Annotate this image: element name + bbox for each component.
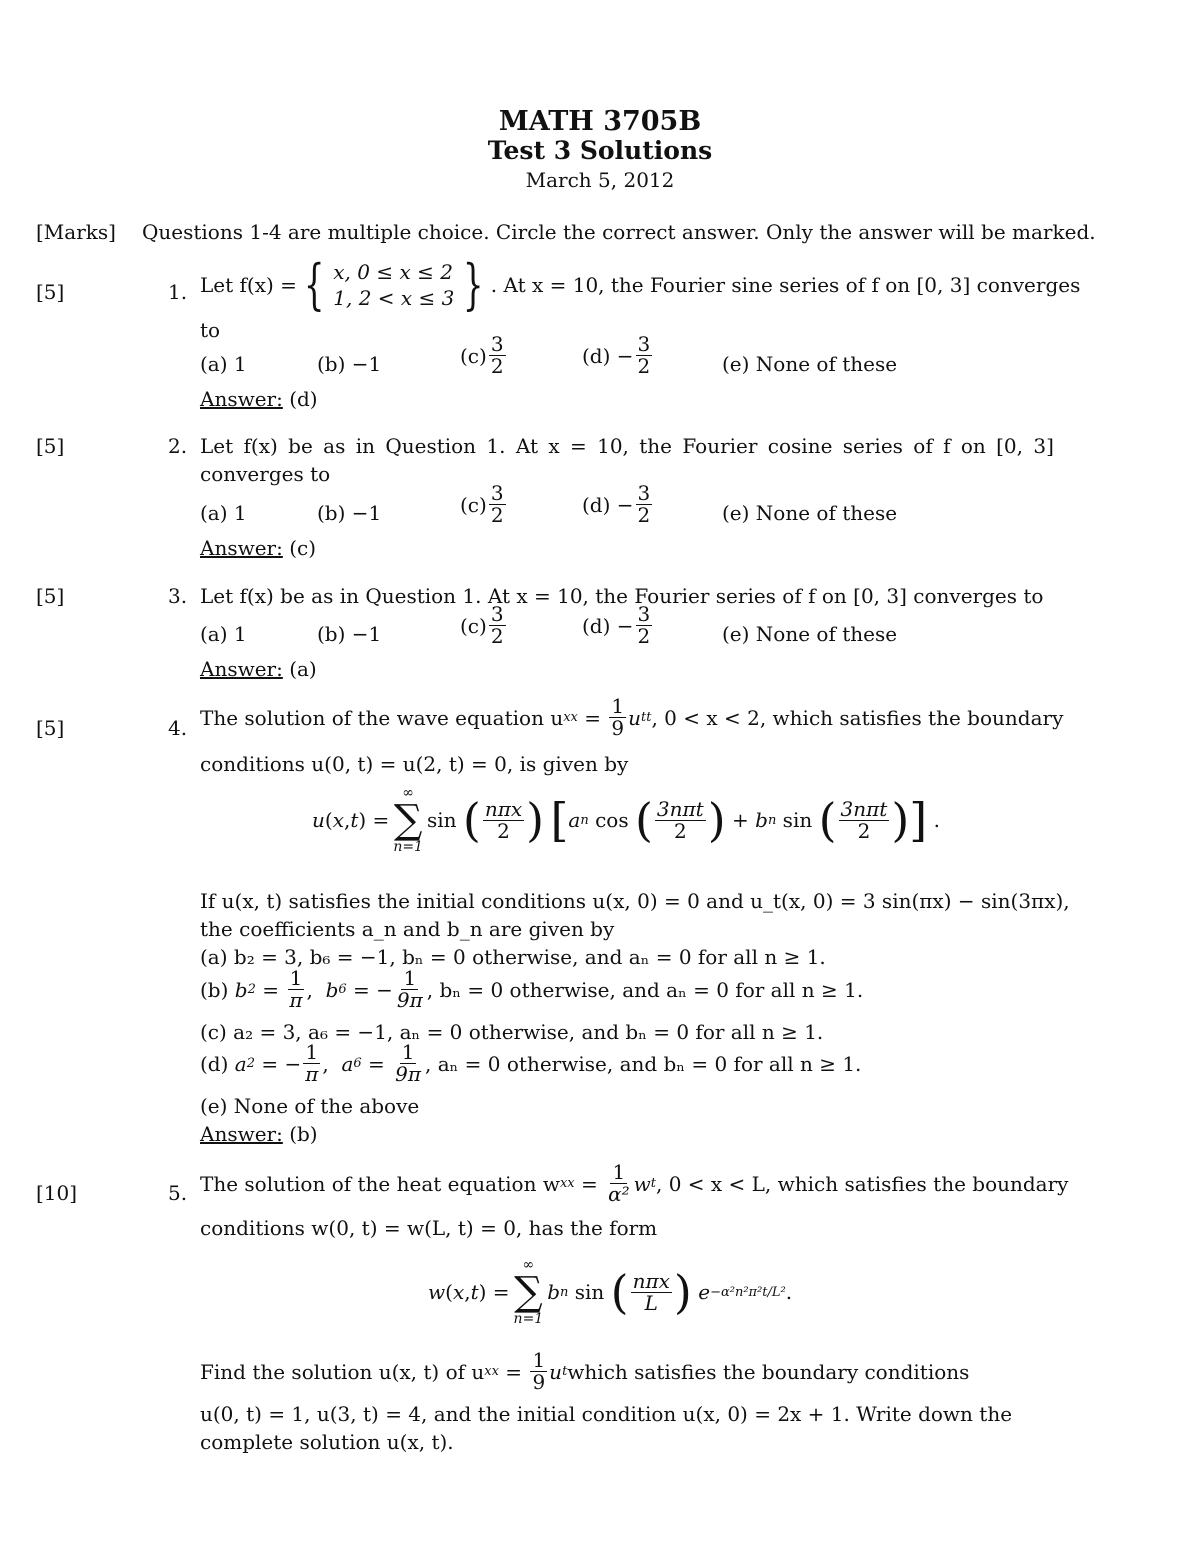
q2-option-c: (c) $\frac{3}{2}$ (460, 481, 504, 527)
q3-text: Let f(x) be as in Question 1. At x = 10, the Fourier series of f on [0, 3] converges to (200, 584, 1044, 608)
q4-choice-d: (d) a 2 = − $\frac{1}{\pi}$ , a 6 = $\frac{1}{9\pi}$ , aₙ = 0 otherwise, and bₙ = 0 for all n ≥ 1. (200, 1040, 862, 1086)
q4-choice-c: (c) a₂ = 3, a₆ = −1, aₙ = 0 otherwise, and bₙ = 0 for all n ≥ 1. (200, 1020, 824, 1044)
q5-statement: The solution of the heat equation w xx = $\frac{1}{\text{α²}}$ w t , 0 < x < L, which satisfies the boundary (200, 1160, 1069, 1206)
q1-piece-1: x, 0 ≤ x ≤ 2 (333, 260, 453, 284)
q5-find-line3: complete solution u(x, t). (200, 1430, 454, 1454)
q3-option-b: (b) −1 (317, 622, 382, 646)
q1-number: 1. (168, 280, 188, 304)
q5-find-line2: u(0, t) = 1, u(3, t) = 4, and the initial condition u(x, 0) = 2x + 1. Write down the (200, 1402, 1013, 1426)
q3-option-c: (c) $\frac{3}{2}$ (460, 602, 504, 648)
q1-options (200, 334, 920, 390)
q3-answer: Answer: (a) (200, 657, 317, 681)
q3-number: 3. (168, 584, 188, 608)
q3-option-a: (a) 1 (200, 622, 247, 646)
q2-options (200, 483, 920, 539)
q2-text-cont: converges to (200, 462, 331, 486)
q4-answer: Answer: (b) (200, 1122, 318, 1146)
q2-text: Let f(x) be as in Question 1. At x = 10, the Fourier cosine series of f on [0, 3] (200, 434, 1054, 458)
q3-option-e: (e) None of these (722, 622, 898, 646)
q1-piecewise (333, 259, 454, 311)
q1-text-after: . At x = 10, the Fourier sine series of f on [0, 3] converges (490, 273, 1081, 297)
q1-option-e: (e) None of these (722, 352, 898, 376)
q4-choice-b: (b) b 2 = $\frac{1}{\pi}$ , b 6 = − $\frac{1}{9\pi}$ , bₙ = 0 otherwise, and aₙ = 0 for all n ≥ 1. (200, 966, 864, 1012)
q4-choice-e: (e) None of the above (200, 1094, 420, 1118)
q4-marks: [5] (36, 716, 65, 740)
q1-answer: Answer: (d) (200, 387, 318, 411)
q4-number: 4. (168, 716, 188, 740)
q5-heat-solution: w ( x , t ) = ∞ ∑ n=1 b n sin ( $\frac{\text{nπx}}{L}$ ) e −α²n²π²t/L² . (428, 1257, 793, 1327)
q4-choice-a: (a) b₂ = 3, b₆ = −1, bₙ = 0 otherwise, and aₙ = 0 for all n ≥ 1. (200, 945, 826, 969)
course-title: MATH 3705B (498, 106, 702, 137)
q1-option-d: (d) − $\frac{3}{2}$ (582, 332, 651, 378)
q1-option-c: (c) $\frac{3}{2}$ (460, 332, 504, 378)
q1-marks: [5] (36, 280, 65, 304)
q1-intro: Let f(x) = (200, 273, 297, 297)
q4-ic-line2: the coefficients a_n and b_n are given by (200, 917, 615, 941)
q2-option-a: (a) 1 (200, 501, 247, 525)
q2-option-b: (b) −1 (317, 501, 382, 525)
q4-statement: The solution of the wave equation u xx = $\frac{1}{9}$ u tt , 0 < x < 2, which satisfies the boundary (200, 694, 1064, 740)
q1-piece-2: 1, 2 < x ≤ 3 (333, 286, 455, 310)
q2-option-d: (d) − $\frac{3}{2}$ (582, 481, 651, 527)
q3-options (200, 604, 920, 660)
q1-text-cont: to (200, 318, 221, 342)
right-brace-icon: } (463, 253, 484, 316)
q4-text-cont: conditions u(0, t) = u(2, t) = 0, is given by (200, 752, 629, 776)
q1-statement (200, 253, 1081, 316)
q2-answer: Answer: (c) (200, 536, 317, 560)
instructions: Questions 1-4 are multiple choice. Circle the correct answer. Only the answer will be marked. (142, 220, 1096, 244)
q2-number: 2. (168, 434, 188, 458)
q4-ic-line1: If u(x, t) satisfies the initial conditions u(x, 0) = 0 and u_t(x, 0) = 3 sin(πx) − sin(3πx), (200, 889, 1070, 913)
test-date: March 5, 2012 (525, 168, 675, 192)
q3-marks: [5] (36, 584, 65, 608)
q3-option-d: (d) − $\frac{3}{2}$ (582, 602, 651, 648)
test-title: Test 3 Solutions (487, 136, 713, 165)
q5-marks: [10] (36, 1181, 78, 1205)
q1-option-b: (b) −1 (317, 352, 382, 376)
q2-marks: [5] (36, 434, 65, 458)
q5-text-cont: conditions w(0, t) = w(L, t) = 0, has the form (200, 1216, 658, 1240)
left-brace-icon: { (303, 253, 325, 316)
q1-option-a: (a) 1 (200, 352, 247, 376)
marks-label: [Marks] (36, 220, 116, 244)
q4-wave-solution: u ( x , t ) = ∞ ∑ n=1 sin ( $\frac{\text{nπx}}{2}$ ) [ a n cos ( $\frac{\text{3nπt}}{2}$ ) + b n sin ( $\frac{\text{3nπt}}{2}$ ) ] . (312, 785, 940, 855)
q5-number: 5. (168, 1181, 188, 1205)
q2-option-e: (e) None of these (722, 501, 898, 525)
q5-find: Find the solution u(x, t) of u xx = $\frac{1}{9}$ u t which satisfies the boundary conditions (200, 1348, 970, 1394)
